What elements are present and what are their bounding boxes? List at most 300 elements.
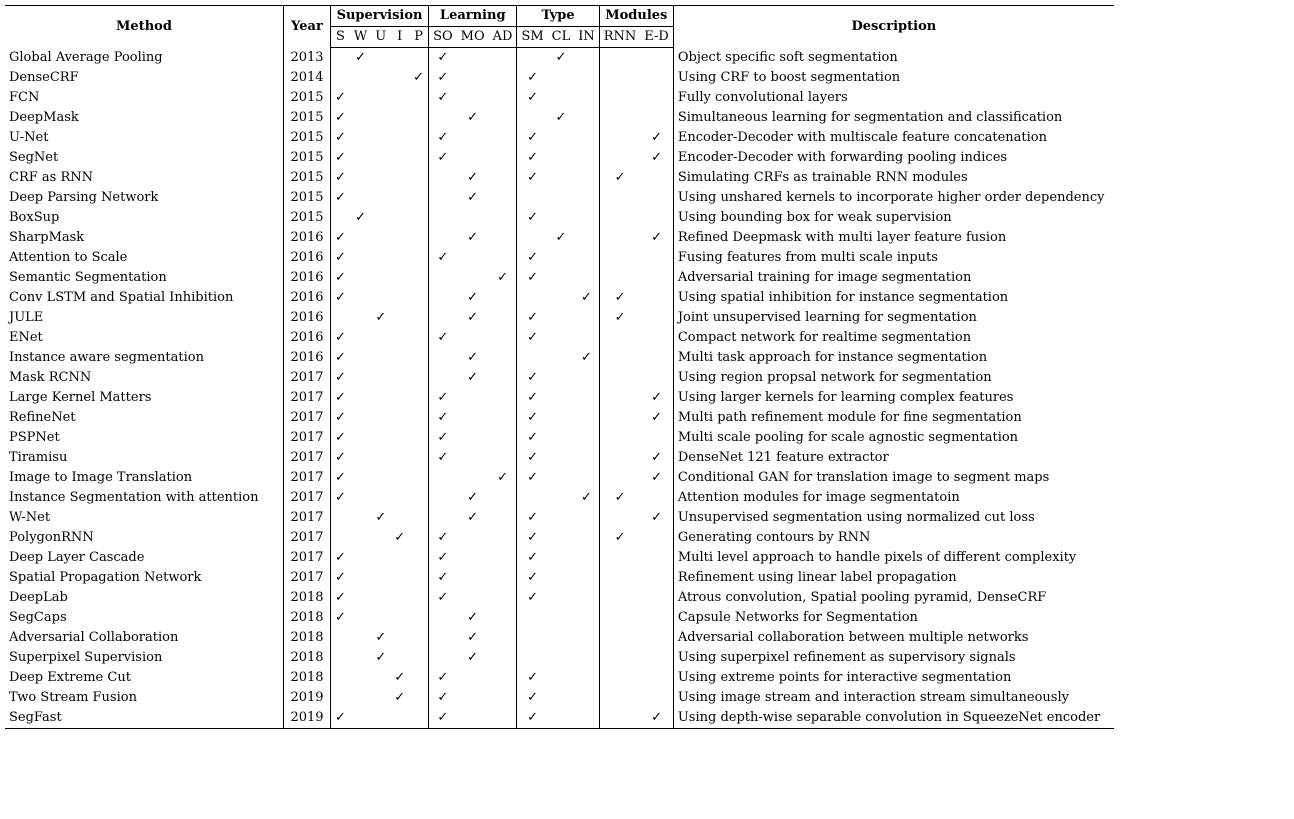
checkmark-icon: ✓ bbox=[331, 568, 350, 588]
empty-cell bbox=[457, 668, 489, 688]
year-cell: 2014 bbox=[284, 68, 331, 88]
table-row bbox=[5, 348, 1114, 368]
empty-cell bbox=[409, 88, 428, 108]
checkmark-icon: ✓ bbox=[517, 448, 548, 468]
empty-cell bbox=[457, 208, 489, 228]
header-group-learning: Learning bbox=[429, 6, 517, 27]
empty-cell bbox=[429, 228, 457, 248]
description-cell: Refinement using linear label propagation bbox=[673, 568, 1114, 588]
empty-cell bbox=[574, 48, 599, 69]
empty-cell bbox=[390, 288, 409, 308]
checkmark-icon: ✓ bbox=[651, 150, 663, 165]
empty-cell bbox=[574, 148, 599, 168]
empty-cell bbox=[390, 428, 409, 448]
empty-cell bbox=[331, 68, 350, 88]
table-row bbox=[5, 108, 1114, 128]
empty-cell bbox=[489, 428, 517, 448]
empty-cell bbox=[457, 468, 489, 488]
empty-cell bbox=[457, 128, 489, 148]
empty-cell bbox=[548, 388, 575, 408]
empty-cell bbox=[574, 648, 599, 668]
empty-cell bbox=[640, 348, 673, 368]
empty-cell bbox=[640, 168, 673, 188]
empty-cell bbox=[548, 668, 575, 688]
checkmark-icon: ✓ bbox=[331, 168, 350, 188]
empty-cell bbox=[409, 688, 428, 708]
table-row bbox=[5, 48, 1114, 69]
empty-cell bbox=[371, 88, 390, 108]
checkmark-icon: ✓ bbox=[517, 68, 548, 88]
empty-cell bbox=[489, 148, 517, 168]
description-cell: Using depth-wise separable convolution in SqueezeNet encoder bbox=[673, 708, 1114, 729]
checkmark-icon: ✓ bbox=[467, 170, 479, 185]
empty-cell bbox=[457, 428, 489, 448]
empty-cell bbox=[350, 388, 371, 408]
description-cell: Simulating CRFs as trainable RNN modules bbox=[673, 168, 1114, 188]
description-cell: Unsupervised segmentation using normalized cut loss bbox=[673, 508, 1114, 528]
year-cell: 2016 bbox=[284, 288, 331, 308]
checkmark-icon: ✓ bbox=[599, 488, 640, 508]
empty-cell bbox=[574, 208, 599, 228]
empty-cell bbox=[599, 48, 640, 69]
empty-cell bbox=[350, 408, 371, 428]
empty-cell bbox=[409, 228, 428, 248]
checkmark-icon: ✓ bbox=[394, 670, 406, 685]
empty-cell bbox=[371, 588, 390, 608]
empty-cell bbox=[390, 348, 409, 368]
checkmark-icon: ✓ bbox=[429, 48, 457, 69]
empty-cell bbox=[517, 188, 548, 208]
empty-cell bbox=[640, 668, 673, 688]
empty-cell bbox=[409, 668, 428, 688]
empty-cell bbox=[390, 88, 409, 108]
empty-cell bbox=[409, 548, 428, 568]
empty-cell bbox=[489, 528, 517, 548]
checkmark-icon: ✓ bbox=[355, 50, 367, 65]
year-cell: 2018 bbox=[284, 628, 331, 648]
year-cell: 2015 bbox=[284, 128, 331, 148]
empty-cell bbox=[489, 648, 517, 668]
checkmark-icon: ✓ bbox=[331, 588, 350, 608]
empty-cell bbox=[371, 528, 390, 548]
empty-cell bbox=[371, 428, 390, 448]
empty-cell bbox=[574, 68, 599, 88]
empty-cell bbox=[457, 588, 489, 608]
empty-cell bbox=[517, 108, 548, 128]
empty-cell bbox=[599, 148, 640, 168]
empty-cell bbox=[599, 428, 640, 448]
empty-cell bbox=[599, 68, 640, 88]
table-row bbox=[5, 588, 1114, 608]
checkmark-icon: ✓ bbox=[517, 208, 548, 228]
description-cell: Encoder-Decoder with forwarding pooling indices bbox=[673, 148, 1114, 168]
header-group-modules: Modules bbox=[599, 6, 673, 27]
empty-cell bbox=[390, 148, 409, 168]
description-cell: Joint unsupervised learning for segmentation bbox=[673, 308, 1114, 328]
description-cell: Using unshared kernels to incorporate higher order dependency bbox=[673, 188, 1114, 208]
table-row bbox=[5, 128, 1114, 148]
method-cell: BoxSup bbox=[9, 210, 60, 225]
empty-cell bbox=[409, 568, 428, 588]
empty-cell bbox=[489, 188, 517, 208]
checkmark-icon: ✓ bbox=[467, 110, 479, 125]
empty-cell bbox=[331, 208, 350, 228]
empty-cell bbox=[331, 508, 350, 528]
description-cell: Using region propsal network for segmentation bbox=[673, 368, 1114, 388]
checkmark-icon: ✓ bbox=[651, 410, 663, 425]
empty-cell bbox=[390, 368, 409, 388]
table-row bbox=[5, 248, 1114, 268]
empty-cell bbox=[350, 448, 371, 468]
empty-cell bbox=[409, 508, 428, 528]
empty-cell bbox=[548, 588, 575, 608]
empty-cell bbox=[640, 328, 673, 348]
checkmark-icon: ✓ bbox=[517, 248, 548, 268]
checkmark-icon: ✓ bbox=[331, 608, 350, 628]
empty-cell bbox=[599, 268, 640, 288]
empty-cell bbox=[574, 248, 599, 268]
table-row bbox=[5, 548, 1114, 568]
empty-cell bbox=[350, 268, 371, 288]
empty-cell bbox=[350, 228, 371, 248]
empty-cell bbox=[409, 428, 428, 448]
empty-cell bbox=[457, 88, 489, 108]
empty-cell bbox=[390, 128, 409, 148]
table-row bbox=[5, 388, 1114, 408]
method-cell: SegCaps bbox=[9, 610, 67, 625]
empty-cell bbox=[350, 528, 371, 548]
empty-cell bbox=[390, 168, 409, 188]
empty-cell bbox=[457, 148, 489, 168]
empty-cell bbox=[429, 468, 457, 488]
empty-cell bbox=[548, 568, 575, 588]
empty-cell bbox=[517, 488, 548, 508]
method-cell: Instance aware segmentation bbox=[9, 350, 204, 365]
checkmark-icon: ✓ bbox=[429, 708, 457, 729]
empty-cell bbox=[409, 648, 428, 668]
methods-table bbox=[5, 5, 1114, 729]
checkmark-icon: ✓ bbox=[517, 508, 548, 528]
empty-cell bbox=[574, 268, 599, 288]
empty-cell bbox=[390, 548, 409, 568]
checkmark-icon: ✓ bbox=[394, 690, 406, 705]
checkmark-icon: ✓ bbox=[375, 630, 387, 645]
empty-cell bbox=[489, 68, 517, 88]
empty-cell bbox=[457, 408, 489, 428]
empty-cell bbox=[390, 388, 409, 408]
empty-cell bbox=[409, 468, 428, 488]
empty-cell bbox=[599, 408, 640, 428]
method-cell: Spatial Propagation Network bbox=[9, 570, 202, 585]
year-cell: 2017 bbox=[284, 568, 331, 588]
empty-cell bbox=[429, 168, 457, 188]
checkmark-icon: ✓ bbox=[375, 510, 387, 525]
empty-cell bbox=[489, 228, 517, 248]
empty-cell bbox=[574, 128, 599, 148]
empty-cell bbox=[331, 688, 350, 708]
empty-cell bbox=[409, 628, 428, 648]
table-row bbox=[5, 368, 1114, 388]
empty-cell bbox=[640, 588, 673, 608]
empty-cell bbox=[390, 468, 409, 488]
header-sub: IN bbox=[574, 27, 599, 48]
method-cell: U-Net bbox=[9, 130, 49, 145]
empty-cell bbox=[489, 508, 517, 528]
empty-cell bbox=[517, 288, 548, 308]
checkmark-icon: ✓ bbox=[651, 450, 663, 465]
method-cell: Tiramisu bbox=[9, 450, 68, 465]
method-cell: CRF as RNN bbox=[9, 170, 93, 185]
empty-cell bbox=[548, 688, 575, 708]
empty-cell bbox=[409, 148, 428, 168]
checkmark-icon: ✓ bbox=[467, 350, 479, 365]
empty-cell bbox=[574, 328, 599, 348]
empty-cell bbox=[371, 448, 390, 468]
year-cell: 2015 bbox=[284, 108, 331, 128]
description-cell: Multi path refinement module for fine segmentation bbox=[673, 408, 1114, 428]
empty-cell bbox=[599, 588, 640, 608]
checkmark-icon: ✓ bbox=[467, 370, 479, 385]
empty-cell bbox=[390, 68, 409, 88]
description-cell: Compact network for realtime segmentation bbox=[673, 328, 1114, 348]
empty-cell bbox=[350, 508, 371, 528]
table-row bbox=[5, 188, 1114, 208]
method-cell: DeepLab bbox=[9, 590, 68, 605]
empty-cell bbox=[409, 588, 428, 608]
checkmark-icon: ✓ bbox=[429, 548, 457, 568]
empty-cell bbox=[489, 328, 517, 348]
checkmark-icon: ✓ bbox=[467, 190, 479, 205]
checkmark-icon: ✓ bbox=[331, 468, 350, 488]
table-row bbox=[5, 168, 1114, 188]
empty-cell bbox=[409, 348, 428, 368]
table-row bbox=[5, 68, 1114, 88]
checkmark-icon: ✓ bbox=[429, 588, 457, 608]
checkmark-icon: ✓ bbox=[331, 548, 350, 568]
empty-cell bbox=[371, 268, 390, 288]
empty-cell bbox=[371, 668, 390, 688]
empty-cell bbox=[640, 208, 673, 228]
empty-cell bbox=[409, 48, 428, 69]
table-row bbox=[5, 148, 1114, 168]
method-cell: SegFast bbox=[9, 710, 62, 725]
table-row bbox=[5, 628, 1114, 648]
checkmark-icon: ✓ bbox=[355, 210, 367, 225]
checkmark-icon: ✓ bbox=[467, 510, 479, 525]
empty-cell bbox=[371, 328, 390, 348]
checkmark-icon: ✓ bbox=[651, 390, 663, 405]
empty-cell bbox=[574, 428, 599, 448]
empty-cell bbox=[457, 68, 489, 88]
description-cell: Capsule Networks for Segmentation bbox=[673, 608, 1114, 628]
empty-cell bbox=[371, 568, 390, 588]
empty-cell bbox=[489, 208, 517, 228]
checkmark-icon: ✓ bbox=[467, 630, 479, 645]
empty-cell bbox=[409, 308, 428, 328]
checkmark-icon: ✓ bbox=[517, 468, 548, 488]
description-cell: Encoder-Decoder with multiscale feature concatenation bbox=[673, 128, 1114, 148]
year-cell: 2017 bbox=[284, 408, 331, 428]
empty-cell bbox=[390, 708, 409, 729]
empty-cell bbox=[548, 608, 575, 628]
table-row bbox=[5, 88, 1114, 108]
checkmark-icon: ✓ bbox=[517, 428, 548, 448]
checkmark-icon: ✓ bbox=[517, 388, 548, 408]
empty-cell bbox=[599, 388, 640, 408]
empty-cell bbox=[640, 308, 673, 328]
table-row bbox=[5, 708, 1114, 729]
empty-cell bbox=[489, 448, 517, 468]
empty-cell bbox=[640, 548, 673, 568]
checkmark-icon: ✓ bbox=[331, 228, 350, 248]
checkmark-icon: ✓ bbox=[331, 328, 350, 348]
method-cell: Two Stream Fusion bbox=[9, 690, 137, 705]
empty-cell bbox=[457, 688, 489, 708]
header-sub: I bbox=[390, 27, 409, 48]
method-cell: FCN bbox=[9, 90, 40, 105]
empty-cell bbox=[489, 168, 517, 188]
checkmark-icon: ✓ bbox=[599, 308, 640, 328]
method-cell: DenseCRF bbox=[9, 70, 79, 85]
table-row bbox=[5, 568, 1114, 588]
empty-cell bbox=[574, 108, 599, 128]
empty-cell bbox=[390, 268, 409, 288]
empty-cell bbox=[599, 548, 640, 568]
empty-cell bbox=[548, 88, 575, 108]
empty-cell bbox=[409, 208, 428, 228]
empty-cell bbox=[489, 488, 517, 508]
empty-cell bbox=[409, 168, 428, 188]
description-cell: Generating contours by RNN bbox=[673, 528, 1114, 548]
description-cell: Multi scale pooling for scale agnostic segmentation bbox=[673, 428, 1114, 448]
empty-cell bbox=[489, 708, 517, 729]
year-cell: 2017 bbox=[284, 428, 331, 448]
description-cell: Refined Deepmask with multi layer feature fusion bbox=[673, 228, 1114, 248]
checkmark-icon: ✓ bbox=[581, 350, 592, 365]
table-row bbox=[5, 468, 1114, 488]
empty-cell bbox=[429, 368, 457, 388]
empty-cell bbox=[390, 608, 409, 628]
empty-cell bbox=[371, 608, 390, 628]
empty-cell bbox=[599, 508, 640, 528]
checkmark-icon: ✓ bbox=[331, 148, 350, 168]
table-row bbox=[5, 488, 1114, 508]
header-group-supervision: Supervision bbox=[331, 6, 429, 27]
checkmark-icon: ✓ bbox=[517, 128, 548, 148]
empty-cell bbox=[371, 68, 390, 88]
empty-cell bbox=[331, 668, 350, 688]
empty-cell bbox=[457, 248, 489, 268]
empty-cell bbox=[517, 228, 548, 248]
table-row bbox=[5, 288, 1114, 308]
method-cell: Image to Image Translation bbox=[9, 470, 193, 485]
empty-cell bbox=[574, 388, 599, 408]
empty-cell bbox=[371, 188, 390, 208]
empty-cell bbox=[640, 68, 673, 88]
method-cell: Deep Parsing Network bbox=[9, 190, 159, 205]
empty-cell bbox=[371, 168, 390, 188]
checkmark-icon: ✓ bbox=[331, 108, 350, 128]
empty-cell bbox=[371, 688, 390, 708]
method-cell: Superpixel Supervision bbox=[9, 650, 163, 665]
empty-cell bbox=[350, 648, 371, 668]
empty-cell bbox=[548, 168, 575, 188]
empty-cell bbox=[548, 368, 575, 388]
empty-cell bbox=[599, 208, 640, 228]
header-sub: AD bbox=[489, 27, 517, 48]
empty-cell bbox=[429, 608, 457, 628]
year-cell: 2015 bbox=[284, 208, 331, 228]
empty-cell bbox=[517, 648, 548, 668]
empty-cell bbox=[489, 248, 517, 268]
header-sub: MO bbox=[457, 27, 489, 48]
empty-cell bbox=[350, 348, 371, 368]
year-cell: 2018 bbox=[284, 668, 331, 688]
year-cell: 2017 bbox=[284, 388, 331, 408]
empty-cell bbox=[350, 308, 371, 328]
description-cell: Object specific soft segmentation bbox=[673, 48, 1114, 69]
year-cell: 2015 bbox=[284, 188, 331, 208]
empty-cell bbox=[640, 488, 673, 508]
empty-cell bbox=[429, 288, 457, 308]
empty-cell bbox=[350, 188, 371, 208]
empty-cell bbox=[574, 528, 599, 548]
empty-cell bbox=[574, 688, 599, 708]
empty-cell bbox=[390, 568, 409, 588]
table-row bbox=[5, 208, 1114, 228]
year-cell: 2015 bbox=[284, 88, 331, 108]
method-cell: Deep Extreme Cut bbox=[9, 670, 131, 685]
empty-cell bbox=[429, 108, 457, 128]
empty-cell bbox=[548, 128, 575, 148]
table-row bbox=[5, 668, 1114, 688]
description-cell: Using spatial inhibition for instance segmentation bbox=[673, 288, 1114, 308]
empty-cell bbox=[640, 368, 673, 388]
empty-cell bbox=[548, 448, 575, 468]
empty-cell bbox=[457, 388, 489, 408]
description-cell: Using CRF to boost segmentation bbox=[673, 68, 1114, 88]
empty-cell bbox=[371, 288, 390, 308]
empty-cell bbox=[371, 348, 390, 368]
empty-cell bbox=[390, 648, 409, 668]
header-sub: E-D bbox=[640, 27, 673, 48]
table-header bbox=[5, 6, 1114, 48]
empty-cell bbox=[574, 608, 599, 628]
empty-cell bbox=[599, 628, 640, 648]
empty-cell bbox=[409, 268, 428, 288]
empty-cell bbox=[548, 708, 575, 729]
checkmark-icon: ✓ bbox=[331, 128, 350, 148]
empty-cell bbox=[409, 248, 428, 268]
empty-cell bbox=[350, 628, 371, 648]
empty-cell bbox=[574, 188, 599, 208]
empty-cell bbox=[489, 128, 517, 148]
empty-cell bbox=[409, 188, 428, 208]
empty-cell bbox=[350, 668, 371, 688]
year-cell: 2015 bbox=[284, 148, 331, 168]
empty-cell bbox=[429, 208, 457, 228]
empty-cell bbox=[517, 48, 548, 69]
empty-cell bbox=[599, 348, 640, 368]
description-cell: Using bounding box for weak supervision bbox=[673, 208, 1114, 228]
method-cell: JULE bbox=[9, 310, 44, 325]
empty-cell bbox=[457, 268, 489, 288]
checkmark-icon: ✓ bbox=[429, 408, 457, 428]
description-cell: Simultaneous learning for segmentation and classification bbox=[673, 108, 1114, 128]
year-cell: 2017 bbox=[284, 508, 331, 528]
checkmark-icon: ✓ bbox=[467, 490, 479, 505]
year-cell: 2016 bbox=[284, 348, 331, 368]
